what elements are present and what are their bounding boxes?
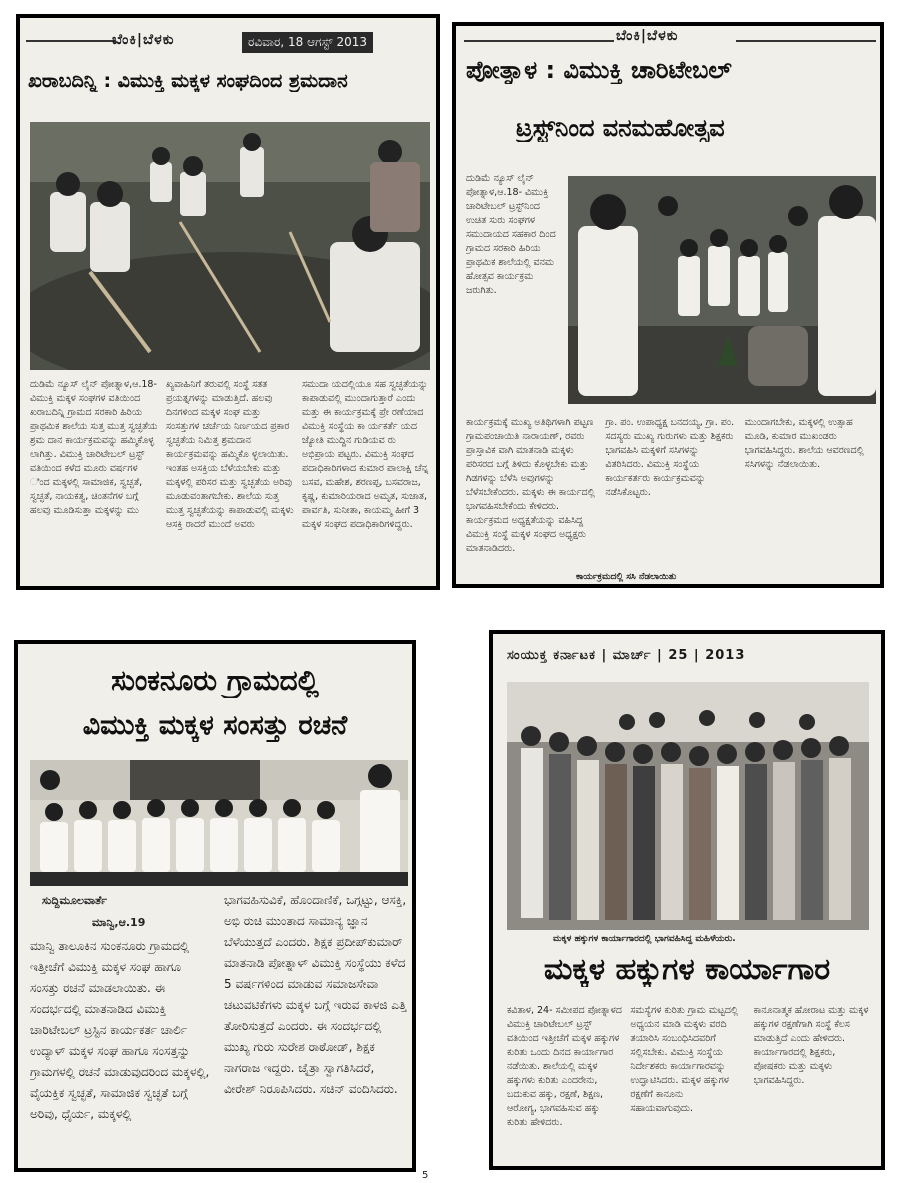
masthead: ಬೆಂಕಿ|ಬೆಳಕು <box>112 32 175 48</box>
article-column-1: ಕಾರ್ಯಕ್ರಮಕ್ಕೆ ಮುಖ್ಯ ಅತಿಥಿಗಳಾಗಿ ಪಟ್ಟಣ ಗ್ರಾಮಪಂಚಾಯಿತಿ ನಾರಾಯಣ್, ರವರು ಪ್ರಾಸ್ತಾವಿಕ ವಾಗಿ ಮಾತನಾಡಿ ಮಕ್ಕಳು ಪರಿಸರದ ಬಗ್ಗೆ ತಿಳಿದು ಕೊಳ್ಳಬೇಕು ಮತ್ತು ಗಿಡಗಳನ್ನು ಬೆಳೆಸಿ ಅವುಗಳನ್ನು ಬೆಳೆಸಬೇಕೆಂದರು. ಮಕ್ಕಳು ಈ ಕಾರ್ಯದಲ್ಲಿ ಭಾಗವಹಿಸಬೇಕೆಂದು ಕೇಳಿದರು. ಕಾರ್ಯಕ್ರಮದ ಅಧ್ಯಕ್ಷತೆಯನ್ನು ವಹಿಸಿದ್ದ ವಿಮುಕ್ತಿ ಸಂಸ್ಥೆ ಮಕ್ಕಳ ಸಂಘದ ಅಧ್ಯಕ್ಷರು ಮಾತನಾಡಿದರು. <box>466 417 595 554</box>
photo-children-cleaning-image <box>30 122 430 370</box>
photo-caption: ಮಕ್ಕಳ ಹಕ್ಕುಗಳ ಕಾರ್ಯಾಗಾರದಲ್ಲಿ ಭಾಗವಹಿಸಿದ್ದ ಮಹಿಳೆಯರು. <box>553 934 736 944</box>
page-number: 5 <box>422 1170 429 1181</box>
masthead: ಬೆಂಕಿ|ಬೆಳಕು <box>616 28 679 44</box>
headline-line-1: ಪೋತ್ನಾಳ : ವಿಮುಕ್ತಿ ಚಾರಿಟೇಬಲ್ <box>466 56 732 84</box>
headline-line-2: ವಿಮುಕ್ತಿ ಮಕ್ಕಳ ಸಂಸತ್ತು ರಚನೆ <box>82 710 348 741</box>
lead-paragraph <box>466 172 562 412</box>
lead-text: ದುಡಿಮೆ ನ್ಯೂಸ್ ಲೈನ್ ಪೋತ್ನಾಳ,ಆ.18- ವಿಮುಕ್ತಿ ಚಾರಿಟೇಬಲ್ ಟ್ರಸ್ಟ್‌ನಿಂದ ಉಚಿತ ಸುರು ಸಂಘಗಳ ಸಮುದಾಯದ ಸಹಕಾರ ದಿಂದ ಗ್ರಾಮದ ಸರಕಾರಿ ಹಿರಿಯ ಪ್ರಾಥಮಿಕ ಶಾಲೆಯಲ್ಲಿ ವನಮ ಹೋತ್ಸವ ಕಾರ್ಯಕ್ರಮ ಜರುಗಿತು. <box>466 173 556 296</box>
article-column-2: ಸಮಸ್ಯೆಗಳ ಕುರಿತು ಗ್ರಾಮ ಮಟ್ಟದಲ್ಲಿ ಅಧ್ಯಯನ ಮಾಡಿ ಮಕ್ಕಳು ವರದಿ ತಯಾರಿಸಿ ಸಂಬಂಧಿಸಿದವರಿಗೆ ಸಲ್ಲಿಸಬೇಕು. ವಿಮುಕ್ತಿ ಸಂಸ್ಥೆಯ ನಿರ್ದೇಶಕರು ಕಾರ್ಯಾಗಾರವನ್ನು ಉದ್ಘಾಟಿಸಿದರು. ಮಕ್ಕಳ ಹಕ್ಕುಗಳ ರಕ್ಷಣೆಗೆ ಕಾನೂನು ಸಹಾಯವಾಗುವುದು. <box>630 1005 739 1114</box>
masthead-rule <box>26 40 116 42</box>
masthead: ಸಂಯುಕ್ತ ಕರ್ನಾಟಕ | ಮಾರ್ಚ್ | 25 | 2013 <box>507 648 746 663</box>
photo-children-cleaning <box>30 122 430 370</box>
article-column-3: ಮುಂದಾಗಬೇಕು, ಮಕ್ಕಳಲ್ಲಿ ಉತ್ಸಾಹ ಮೂಡಿ, ಕುಮಾರ ಮುಖಂಡರು ಭಾಗವಹಿಸಿದ್ದರು. ಶಾಲೆಯ ಆವರಣದಲ್ಲಿ ಸಸಿಗಳನ್ನು ನೆಡಲಾಯಿತು. <box>744 417 864 470</box>
article-body <box>30 378 430 578</box>
article-column-1: ಕವಿತಾಳ, 24- ಸಮೀಪದ ಪೋತ್ನಾಳದ ವಿಮುಕ್ತಿ ಚಾರಿಟೇಬಲ್ ಟ್ರಸ್ಟ್ ವತಿಯಿಂದ ಇತ್ತೀಚೆಗೆ ಮಕ್ಕಳ ಹಕ್ಕುಗಳ ಕುರಿತು ಒಂದು ದಿನದ ಕಾರ್ಯಾಗಾರ ನಡೆಯಿತು. ಶಾಲೆಯಲ್ಲಿ ಮಕ್ಕಳ ಹಕ್ಕುಗಳು ಕುರಿತು ಎಂದರೇನು, ಬದುಕುವ ಹಕ್ಕು, ರಕ್ಷಣೆ, ಶಿಕ್ಷಣ, ಆರೋಗ್ಯ, ಭಾಗವಹಿಸುವ ಹಕ್ಕು ಕುರಿತು ಹೇಳಿದರು. <box>507 1005 622 1128</box>
headline: ಮಕ್ಕಳ ಹಕ್ಕುಗಳ ಕಾರ್ಯಾಗಾರ <box>543 952 831 987</box>
clipping-potnal-vanamahotsava <box>452 22 884 588</box>
masthead-rule-right <box>736 40 876 42</box>
article-column-1: ದುಡಿಮೆ ನ್ಯೂಸ್ ಲೈನ್ ಪೋತ್ನಾಳ,ಆ.18- ವಿಮುಕ್ತಿ ಮಕ್ಕಳ ಸಂಘಗಳ ವತಿಯಿಂದ ಖರಾಬದಿನ್ನಿ ಗ್ರಾಮದ ಸರಕಾರಿ ಹಿರಿಯ ಪ್ರಾಥಮಿಕ ಶಾಲೆಯ ಸುತ್ತ ಮುತ್ತ ಸ್ವಚ್ಛತೆಯ ಶ್ರಮ ದಾನ ಕಾರ್ಯಕ್ರಮವನ್ನು ಹಮ್ಮಿಕೊಳ್ಳ ಲಾಗಿತ್ತು. ವಿಮುಕ್ತಿ ಚಾರಿಟೇಬಲ್ ಟ್ರಸ್ಟ್ ವತಿಯಿಂದ ಕಳೆದ ಮೂರು ವರ್ಷಗಳ ಿಂದ ಮಕ್ಕಳಲ್ಲಿ ಸಾಮಾಜಿಕ, ಸ್ವಚ್ಛತೆ, ಸ್ವಚ್ಛತೆ, ನಾಯಕತ್ವ, ಚಿಂತನೆಗಳ ಬಗ್ಗೆ ಹಲವು ಮೂಡಿಸುತ್ತಾ ಮಕ್ಕಳನ್ನು ಮು <box>30 379 158 516</box>
clipping-sunkanuru-parliament <box>14 640 416 1172</box>
headline: ಖರಾಬದಿನ್ನಿ : ವಿಮುಕ್ತಿ ಮಕ್ಕಳ ಸಂಘದಿಂದ ಶ್ರಮದಾನ <box>28 70 348 92</box>
dateline: ಮಾನ್ವಿ,ಆ.19 <box>92 916 146 929</box>
bottom-caption: ಕಾರ್ಯಕ್ರಮದಲ್ಲಿ ಸಸಿ ನೆಡಲಾಯಿತು <box>576 572 677 582</box>
photo-workshop-group-image <box>507 682 869 930</box>
masthead-rule-left <box>464 40 614 42</box>
article-left-column: ಮಾನ್ವಿ ತಾಲೂಕಿನ ಸುಂಕನೂರು ಗ್ರಾಮದಲ್ಲಿ ಇತ್ತೀಚೆಗೆ ವಿಮುಕ್ತಿ ಮಕ್ಕಳ ಸಂಘ ಹಾಗೂ ಸಂಸತ್ತು ರಚನೆ ಮಾಡಲಾಯಿತು. ಈ ಸಂದರ್ಭದಲ್ಲಿ ಮಾತನಾಡಿದ ವಿಮುಕ್ತಿ ಚಾರಿಟೇಬಲ್ ಟ್ರಸ್ಟಿನ ಕಾರ್ಯಕರ್ತ ಚಾರ್ಲಿ ಉದ್ಯಾಳ್ ಮಕ್ಕಳ ಸಂಘ ಹಾಗೂ ಸಂಸತ್ತನ್ನು ಗ್ರಾಮಗಳಲ್ಲಿ ರಚನೆ ಮಾಡುವುದರಿಂದ ಮಕ್ಕಳಲ್ಲಿ, ವೈಯಕ್ತಿಕ ಸ್ವಚ್ಛತೆ, ಸಾಮಾಜಿಕ ಸ್ವಚ್ಛತೆ ಬಗ್ಗೆ ಅರಿವು, ಧೈರ್ಯ, ಮಕ್ಕಳಲ್ಲಿ <box>30 939 210 1121</box>
article-column-3: ಕಾನೂನಾತ್ಮಕ ಹೋರಾಟ ಮತ್ತು ಮಕ್ಕಳ ಹಕ್ಕುಗಳ ರಕ್ಷಣೆಗಾಗಿ ಸಂಸ್ಥೆ ಕೆಲಸ ಮಾಡುತ್ತಿದೆ ಎಂದು ಹೇಳಿದರು. ಕಾರ್ಯಾಗಾರದಲ್ಲಿ ಶಿಕ್ಷಕರು, ಪೋಷಕರು ಮತ್ತು ಮಕ್ಕಳು ಭಾಗವಹಿಸಿದ್ದರು. <box>753 1005 869 1086</box>
article-column-2: ಖ್ಯವಾಹಿನಿಗೆ ತರುವಲ್ಲಿ ಸಂಸ್ಥೆ ಸತತ ಪ್ರಯತ್ನಗಳನ್ನು ಮಾಡುತ್ತಿದೆ. ಹಲವು ದಿನಗಳಿಂದ ಮಕ್ಕಳ ಸಂಘ ಮತ್ತು ಸಂಸತ್ತುಗಳ ಚರ್ಚೆಯ ನಿರ್ಣಯದ ಪ್ರಕಾರ ಸ್ವಚ್ಛತೆಯ ನಿಮಿತ್ತ ಶ್ರಮದಾನ ಕಾರ್ಯಕ್ರಮವನ್ನು ಹಮ್ಮಿಕೊ ಳ್ಳಲಾಯಿತು. ಇಂತಹ ಅಸಕ್ತಿಯ ಬೆಳೆಯಬೇಕು ಮತ್ತು ಮಕ್ಕಳಲ್ಲಿ ಪರಿಸರ ಮತ್ತು ಸ್ವಚ್ಛತೆಯ ಅರಿವು ಮೂಡುವಂತಾಗಬೇಕು. ಶಾಲೆಯ ಸುತ್ತ ಮುತ್ತ ಸ್ವಚ್ಛತೆಯನ್ನು ಕಾಪಾಡುವಲ್ಲಿ ಮಕ್ಕಳು ಆಸಕ್ತಿ ರಾದರೆ ಮುಂದೆ ಅವರು <box>166 379 294 530</box>
headline-line-1: ಸುಂಕನೂರು ಗ್ರಾಮದಲ್ಲಿ <box>111 664 319 697</box>
clipping-child-rights-workshop <box>489 630 885 1170</box>
article-column-2: ಗ್ರಾ. ಪಂ. ಉಪಾಧ್ಯಕ್ಷ ಬನದಯ್ಯ, ಗ್ರಾ. ಪಂ. ಸದಸ್ಯರು ಮುಖ್ಯ ಗುರುಗಳು ಮತ್ತು ಶಿಕ್ಷಕರು ಭಾಗವಹಿಸಿ ಮಕ್ಕಳಿಗೆ ಸಸಿಗಳನ್ನು ವಿತರಿಸಿದರು. ವಿಮುಕ್ತಿ ಸಂಸ್ಥೆಯ ಕಾರ್ಯಕರ್ತರು ಕಾರ್ಯಕ್ರಮವನ್ನು ನಡೆಸಿಕೊಟ್ಟರು. <box>605 417 735 498</box>
photo-children-group <box>30 760 408 886</box>
photo-workshop-group <box>507 682 869 930</box>
dateline: ರವಿವಾರ, 18 ಆಗಸ್ಟ್ 2013 <box>242 32 373 53</box>
article-body <box>507 1004 869 1164</box>
headline-line-2: ಟ್ರಸ್ಟ್‌ನಿಂದ ವನಮಹೋತ್ಸವ <box>516 114 725 142</box>
clipping-kharabadinni <box>16 14 440 590</box>
article-column-3: ಸಮುದಾ ಯದಲ್ಲಿಯೂ ಸಹ ಸ್ವಚ್ಛತೆಯನ್ನು ಕಾಪಾಡುವಲ್ಲಿ ಮುಂದಾಗುತ್ತಾರೆ ಎಂದು ಮತ್ತು ಈ ಕಾರ್ಯಕ್ರಮಕ್ಕೆ ಪ್ರೇ ರಣೆಯಾದ ವಿಮುಕ್ತಿ ಸಂಸ್ಥೆಯ ಕಾ ರ್ಯಕರ್ತೆ ಯದ ಜ್ಯೋತಿ ಮುದ್ದಿನ ಗುಡಿಯವ ರು ಅಭಿಪ್ರಾಯ ಪಟ್ಟರು. ವಿಮುಕ್ತಿ ಸಂಘದ ಪದಾಧಿಕಾರಿಗಳಾದ ಕುಮಾರ ಪಾಲಾಕ್ಷಿ ಚೆನ್ನ ಬಸವ, ಮಹೇಶ, ಶರಣಪ್ಪ, ಬಸವರಾಜ, ಕೃಷ್ಣ, ಕುಮಾರಿಯರಾದ ಅಮೃತ, ಸುಜಾತ, ಪಾರ್ವತಿ, ಸುನೀತಾ, ಕಾಯಮ್ಮ ಹೀಗೆ 3 ಮಕ್ಕಳ ಸಂಘದ ಪದಾಧಿಕಾರಿಗಳಿದ್ದರು. <box>302 379 429 530</box>
photo-children-group-image <box>30 760 408 886</box>
photo-tree-planting-image <box>568 176 876 404</box>
source-credit: ಸುದ್ದಿಮೂಲವಾರ್ತೆ <box>42 894 107 907</box>
article-right-column: ಭಾಗವಹಿಸುವಿಕೆ, ಹೊಂದಾಣಿಕೆ, ಒಗ್ಗಟ್ಟು, ಆಸಕ್ತಿ, ಅಭಿ ರುಚಿ ಮುಂತಾದ ಸಾಮಾನ್ಯ ಜ್ಞಾನ ಬೆಳೆಯುತ್ತದೆ ಎಂದರು. ಶಿಕ್ಷಕ ಪ್ರದೀಪ್‌ಕುಮಾರ್ ಮಾತನಾಡಿ ಪೋತ್ನಾಳ್ ವಿಮುಕ್ತಿ ಸಂಸ್ಥೆಯು ಕಳೆದ 5 ವರ್ಷಗಳಿಂದ ಮಾಡುವ ಸಮಾಜಸೇವಾ ಚಟುವಟಿಕೆಗಳು ಮಕ್ಕಳ ಬಗ್ಗೆ ಇರುವ ಕಾಳಜಿ ಎತ್ತಿ ತೋರಿಸುತ್ತದೆ ಎಂದರು. ಈ ಸಂದರ್ಭದಲ್ಲಿ ಮುಖ್ಯ ಗುರು ಸುರೇಶ ರಾಠೋಡ್, ಶಿಕ್ಷಕ ನಾಗರಾಜ ಇದ್ದರು. ಚೈತ್ರಾ ಸ್ವಾಗತಿಸಿದರೆ, ವೀರೇಶ್ ನಿರೂಪಿಸಿದರು. ಸಚಿನ್ ವಂದಿಸಿದರು. <box>224 893 407 1096</box>
photo-tree-planting <box>568 176 876 404</box>
article-body <box>466 416 876 576</box>
